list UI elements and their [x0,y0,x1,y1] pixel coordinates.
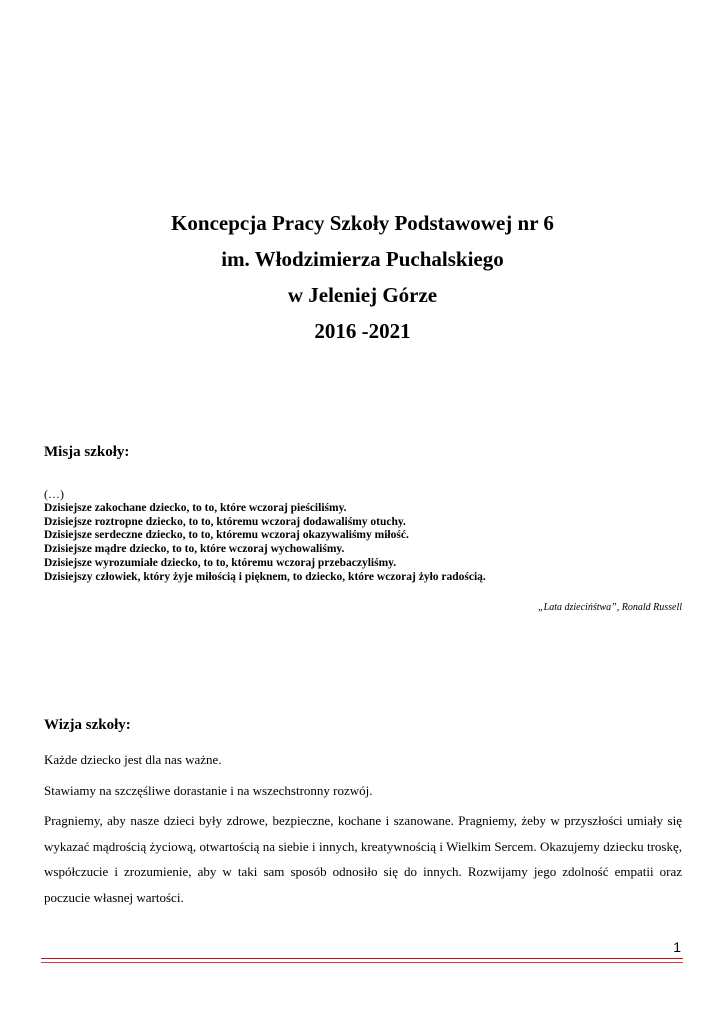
title-line-3: w Jeleniej Górze [287,283,438,307]
poem-line: Dzisiejsze mądre dziecko, to to, które wczoraj wychowaliśmy. [44,543,345,556]
vision-heading: Wizja szkoły: [44,717,131,733]
title-line-1: Koncepcja Pracy Szkoły Podstawowej nr 6 [171,211,554,235]
poem-line: Dzisiejsze roztropne dziecko, to to, któremu wczoraj dodawaliśmy otuchy. [44,515,406,528]
poem-line: Dzisiejszy człowiek, który żyje miłością i pięknem, to dziecko, które wczoraj żyło radością. [44,570,486,583]
title-line-years: 2016 -2021 [314,319,411,343]
poem-line: Dzisiejsze zakochane dziecko, to to, które wczoraj pieściliśmy. [44,502,347,514]
vision-text [44,747,682,915]
poem-ellipsis: (…) [44,487,64,501]
title-line-2: im. Włodzimierza Puchalskiego [221,247,504,271]
page-number: 1 [673,939,681,955]
footer-rule-bottom [41,962,683,963]
vision-paragraph: Stawiamy na szczęśliwe dorastanie i na wszechstronny rozwój. [44,782,373,798]
poem-line: Dzisiejsze serdeczne dziecko, to to, któremu wczoraj okazywaliśmy miłość. [44,529,409,542]
vision-paragraph: Pragniemy, aby nasze dzieci były zdrowe, bezpieczne, kochane i szanowane. Pragniemy, żeby w przyszłości umiały się wykazać mądrością życiową, otwartością na siebie i innych, kreatywnością i Wielkim Sercem. Okazujemy dziecku troskę, współczucie i zrozumienie, aby w taki sam sposób odnosiło się do innych. Rozwijamy jego zdolność empatii oraz poczucie własnej wartości. [44,813,682,905]
poem-line: Dzisiejsze wyrozumiałe dziecko, to to, któremu wczoraj przebaczyliśmy. [44,556,397,569]
vision-paragraph: Każde dziecko jest dla nas ważne. [44,752,222,767]
mission-heading: Misja szkoły: [44,444,130,460]
document-title [0,205,725,349]
footer-rule-top [41,958,683,959]
mission-poem [44,487,684,584]
poem-source-citation: „Lata dziecińśtwa”, Ronald Russell [538,602,682,613]
